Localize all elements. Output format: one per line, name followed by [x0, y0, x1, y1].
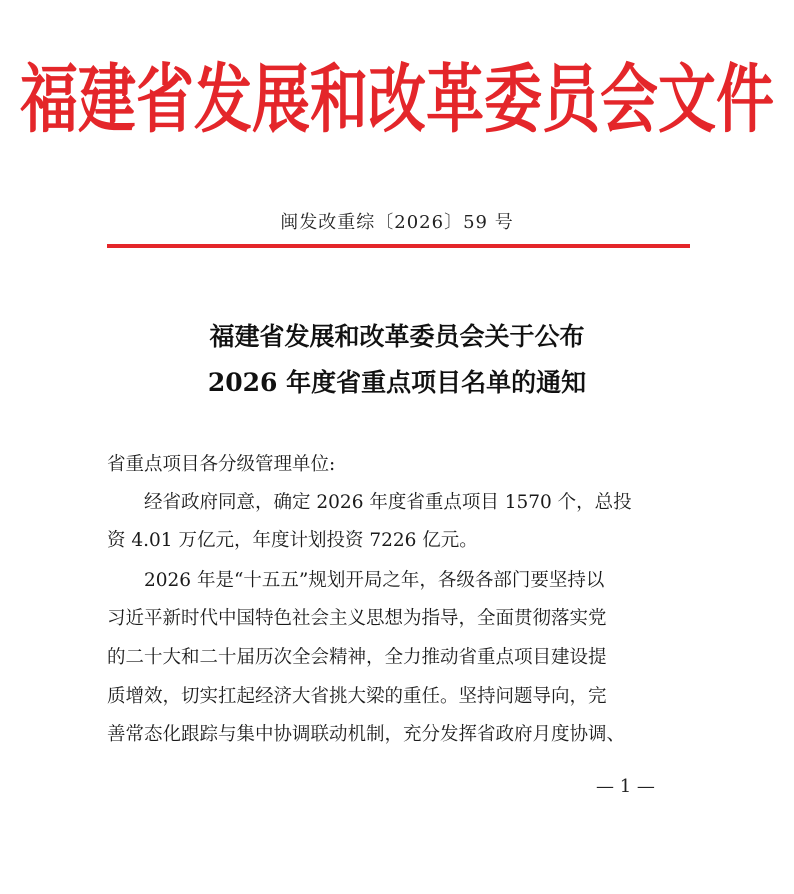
paragraph-2-line-4: 质增效，切实扛起经济大省挑大梁的重任。坚持问题导向，完 [107, 686, 607, 707]
notice-title-line-2: 2026 年度省重点项目名单的通知 [207, 368, 587, 397]
paragraph-1-line-2: 资 4.01 万亿元，年度计划投资 7226 亿元。 [107, 530, 478, 551]
document-number: 闽发改重综〔2026〕59 号 [280, 212, 514, 233]
notice-title-line-1: 福建省发展和改革委员会关于公布 [209, 322, 585, 351]
paragraph-2-line-2: 习近平新时代中国特色社会主义思想为指导，全面贯彻落实党 [107, 608, 607, 629]
paragraph-2-line-3: 的二十大和二十届历次全会精神，全力推动省重点项目建设提 [107, 647, 607, 668]
paragraph-1-line-1: 经省政府同意，确定 2026 年度省重点项目 1570 个，总投 [107, 492, 632, 513]
paragraph-2-line-5: 善常态化跟踪与集中协调联动机制，充分发挥省政府月度协调、 [107, 724, 626, 745]
masthead-title: 福建省发展和改革委员会文件 [19, 55, 774, 143]
page-number: — 1 — [596, 776, 655, 797]
red-separator-line [107, 244, 690, 248]
salutation: 省重点项目各分级管理单位: [107, 454, 336, 475]
paragraph-2-line-1: 2026 年是“十五五”规划开局之年，各级各部门要坚持以 [107, 570, 605, 591]
